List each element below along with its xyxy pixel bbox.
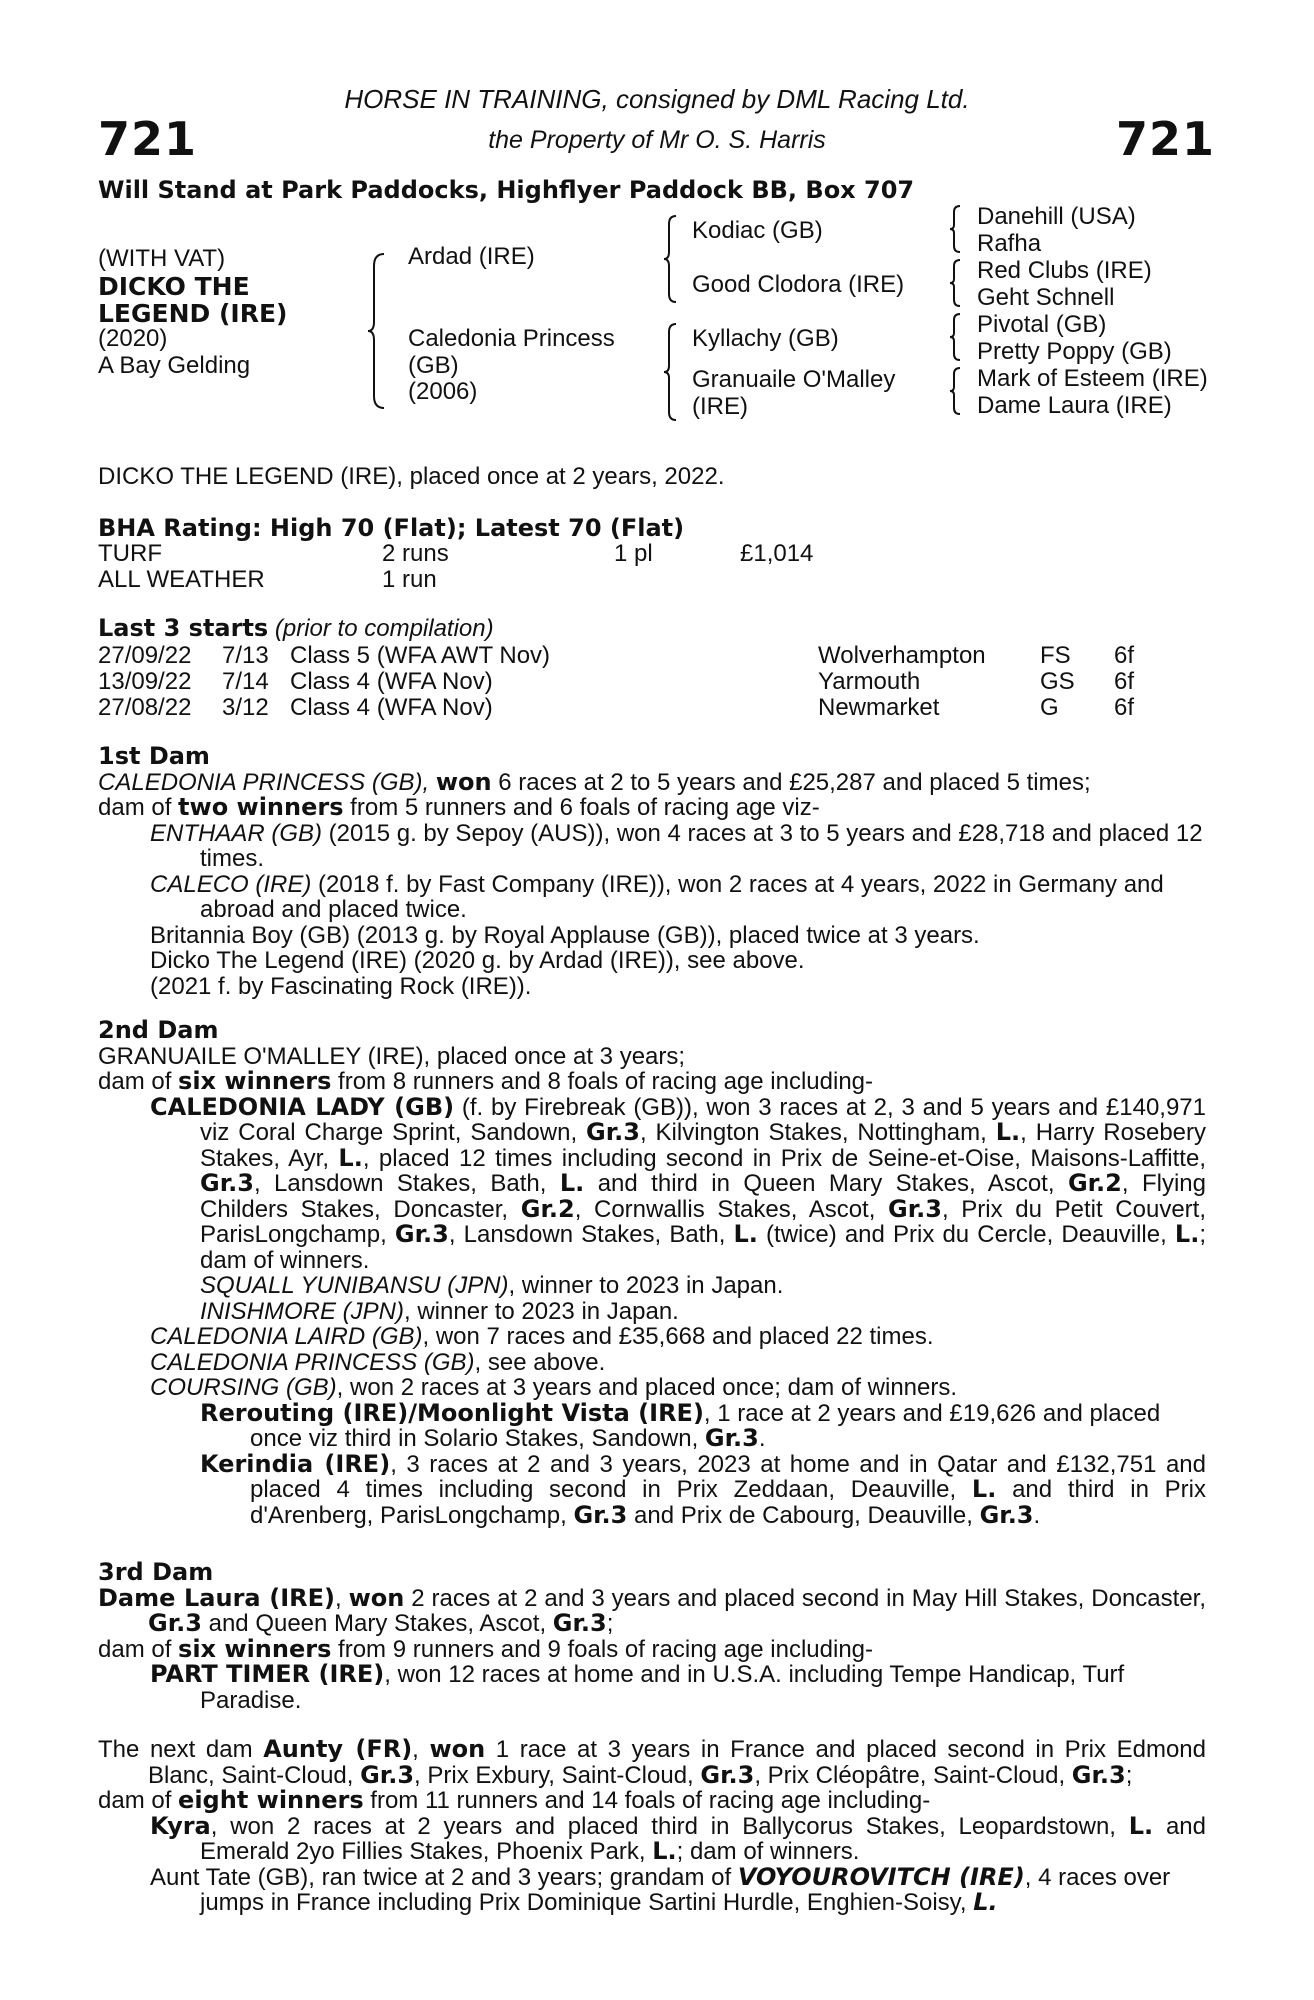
start-pos: 7/13 [222, 642, 269, 669]
start-course: Wolverhampton [818, 642, 986, 669]
start-date: 27/08/22 [98, 694, 192, 721]
property-line: the Property of Mr O. S. Harris [488, 126, 826, 154]
pedigree-brace-ss [948, 204, 966, 254]
start-race: Class 4 (WFA Nov) [290, 668, 493, 695]
next-dam-foal: Kyra, won 2 races at 2 years and placed third in Ballycorus Stakes, Leopardstown, L. and Emerald 2yo Fillies Stakes, Phoenix Park, L.; dam of winners. [150, 1811, 1206, 1865]
race-summary: DICKO THE LEGEND (IRE), placed once at 2 years, 2022. [98, 463, 725, 490]
gen3-6: Pretty Poppy (GB) [977, 338, 1172, 365]
gen3-8: Dame Laura (IRE) [977, 392, 1172, 419]
last-starts-heading [98, 616, 494, 642]
second-dam-produce: dam of six winners from 8 runners and 8 foals of racing age including- [98, 1067, 874, 1095]
gen3-7: Mark of Esteem (IRE) [977, 365, 1208, 392]
grand-foal: INISHMORE (JPN), winner to 2023 in Japan. [200, 1297, 679, 1325]
first-dam-heading: 1st Dam [98, 742, 210, 770]
third-dam-heading: 3rd Dam [98, 1558, 214, 1586]
horse-year: (2020) [98, 325, 168, 352]
grand-foal: Rerouting (IRE)/Moonlight Vista (IRE), 1 race at 2 years and £19,626 and placed once viz third in Solario Stakes, Sandown, Gr.3. [200, 1398, 1161, 1452]
dam-dam-2: (IRE) [692, 393, 748, 420]
sire-dam: Good Clodora (IRE) [692, 271, 905, 298]
placed: 1 pl [614, 540, 653, 567]
start-date: 13/09/22 [98, 668, 192, 695]
second-dam-record: GRANUAILE O'MALLEY (IRE), placed once at 3 years; [98, 1042, 686, 1070]
start-race: Class 5 (WFA AWT Nov) [290, 642, 551, 669]
start-dist: 6f [1114, 668, 1135, 695]
sire: Ardad (IRE) [408, 243, 535, 270]
pedigree-brace-sd [948, 258, 966, 308]
next-dam-record: The next dam Aunty (FR), won 1 race at 3 years in France and placed second in Prix Edmond Blanc, Saint-Cloud, Gr.3, Prix Exbury, Saint-Cloud, Gr.3, Prix Cléopâtre, Saint-Cloud, Gr.3; [98, 1735, 1207, 1789]
first-dam-record: CALEDONIA PRINCESS (GB), won 6 races at 2 to 5 years and £25,287 and placed 5 times; [98, 767, 1091, 796]
dam-line1: Caledonia Princess [408, 325, 615, 352]
pedigree-brace-sire [662, 214, 682, 304]
grand-foal: SQUALL YUNIBANSU (JPN), winner to 2023 in Japan. [200, 1272, 784, 1299]
runs: 1 run [382, 566, 437, 593]
first-dam-foal: Dicko The Legend (IRE) (2020 g. by Ardad (IRE)), see above. [150, 947, 805, 974]
lot-number-right: 721 [1116, 112, 1216, 166]
last-starts-title: Last 3 starts [98, 614, 269, 642]
start-going: GS [1040, 668, 1075, 695]
pedigree-brace-dam [662, 322, 682, 422]
third-dam-section [98, 1560, 1206, 1713]
bha-rating: BHA Rating: High 70 (Flat); Latest 70 (Flat) [98, 514, 685, 542]
dam-line3: (2006) [408, 378, 478, 405]
first-dam-produce: dam of two winners from 5 runners and 6 foals of racing age viz- [98, 793, 820, 821]
start-race: Class 4 (WFA Nov) [290, 694, 493, 721]
second-dam-heading: 2nd Dam [98, 1016, 219, 1044]
gen3-1: Danehill (USA) [977, 203, 1136, 230]
third-dam-record: Dame Laura (IRE), won 2 races at 2 and 3 years and placed second in May Hill Stakes, Doncaster, Gr.3 and Queen Mary Stakes, Ascot, Gr.3; [98, 1583, 1207, 1637]
second-dam-foal: CALEDONIA LAIRD (GB), won 7 races and £35,668 and placed 22 times. [150, 1323, 934, 1350]
gen3-5: Pivotal (GB) [977, 311, 1107, 338]
pedigree-brace-ds [948, 312, 966, 362]
dam-line2: (GB) [408, 352, 459, 379]
stand-location: Will Stand at Park Paddocks, Highflyer Paddock BB, Box 707 [98, 176, 915, 204]
third-dam-foal: PART TIMER (IRE), won 12 races at home and in U.S.A. including Tempe Handicap, Turf Paradise. [150, 1660, 1125, 1714]
first-dam-section [98, 744, 1206, 999]
second-dam-foal: COURSING (GB), won 2 races at 3 years and placed once; dam of winners. [150, 1374, 958, 1401]
next-dam-produce: dam of eight winners from 11 runners and 14 foals of racing age including- [98, 1786, 931, 1814]
start-dist: 6f [1114, 642, 1135, 669]
dam-sire: Kyllachy (GB) [692, 325, 839, 352]
start-course: Newmarket [818, 694, 940, 721]
first-dam-foal: CALECO (IRE) (2018 f. by Fast Company (IRE)), won 2 races at 4 years, 2022 in Germany and abroad and placed twice. [150, 870, 1164, 923]
start-pos: 3/12 [222, 694, 269, 721]
grand-foal: Kerindia (IRE), 3 races at 2 and 3 years, 2023 at home and in Qatar and £132,751 and placed 4 times including second in Prix Zeddaan, Deauville, L. and third in Prix d'Arenberg, ParisLongchamp, Gr.3 and Prix de Cabourg, Deauville, Gr.3. [200, 1449, 1207, 1529]
surface: TURF [98, 540, 162, 567]
gen3-4: Geht Schnell [977, 284, 1115, 311]
consignor-line: HORSE IN TRAINING, consigned by DML Racing Ltd. [344, 84, 970, 114]
surface: ALL WEATHER [98, 566, 265, 593]
first-dam-foal: ENTHAAR (GB) (2015 g. by Sepoy (AUS)), won 4 races at 3 to 5 years and £28,718 and placed 12 times. [150, 819, 1203, 872]
next-dam-foal: Aunt Tate (GB), ran twice at 2 and 3 years; grandam of VOYOUROVITCH (IRE), 4 races over jumps in France including Prix Dominique Sartini Hurdle, Enghien-Soisy, L. [150, 1862, 1171, 1916]
caledonia-lady: CALEDONIA LADY (GB) (f. by Firebreak (GB)), won 3 races at 2, 3 and 5 years and £140,971 viz Coral Charge Sprint, Sandown, Gr.3, Kilvington Stakes, Nottingham, L., Harry Rosebery Stakes, Ayr, L., placed 12 times including second in Prix de Seine-et-Oise, Maisons-Laffitte, Gr.3, Lansdown Stakes, Bath, L. and third in Queen Mary Stakes, Ascot, Gr.2, Flying Childers Stakes, Doncaster, Gr.2, Cornwallis Stakes, Ascot, Gr.3, Prix du Petit Couvert, ParisLongchamp, Gr.3, Lansdown Stakes, Bath, L. (twice) and Prix du Cercle, Deauville, L.; dam of winners. [150, 1092, 1207, 1274]
pedigree-brace-dd [948, 366, 966, 416]
vat-label: (WITH VAT) [98, 245, 226, 272]
horse-name-1: DICKO THE [98, 272, 250, 301]
gen3-2: Rafha [977, 230, 1042, 257]
first-dam-foal: (2021 f. by Fascinating Rock (IRE)). [150, 972, 532, 1000]
start-going: G [1040, 694, 1059, 721]
prize: £1,014 [740, 540, 814, 567]
second-dam-foal: CALEDONIA PRINCESS (GB), see above. [150, 1348, 606, 1376]
runs: 2 runs [382, 540, 449, 567]
horse-name-2: LEGEND (IRE) [98, 299, 288, 328]
last-starts-note: (prior to compilation) [274, 615, 494, 642]
start-course: Yarmouth [818, 668, 921, 695]
third-dam-produce: dam of six winners from 9 runners and 9 foals of racing age including- [98, 1634, 874, 1663]
start-dist: 6f [1114, 694, 1135, 721]
rating-row [98, 540, 162, 568]
pedigree-brace-main [366, 252, 390, 410]
start-date: 27/09/22 [98, 642, 192, 669]
second-dam-section [98, 1018, 1206, 1528]
start-pos: 7/14 [222, 668, 269, 695]
horse-description: A Bay Gelding [98, 352, 251, 379]
gen3-3: Red Clubs (IRE) [977, 257, 1152, 284]
first-dam-foal: Britannia Boy (GB) (2013 g. by Royal Applause (GB)), placed twice at 3 years. [150, 921, 980, 949]
start-going: FS [1040, 642, 1071, 669]
lot-number-left: 721 [98, 112, 198, 166]
dam-dam-1: Granuaile O'Malley [692, 366, 896, 393]
next-dam-section [98, 1737, 1206, 1916]
sire-sire: Kodiac (GB) [692, 217, 823, 244]
